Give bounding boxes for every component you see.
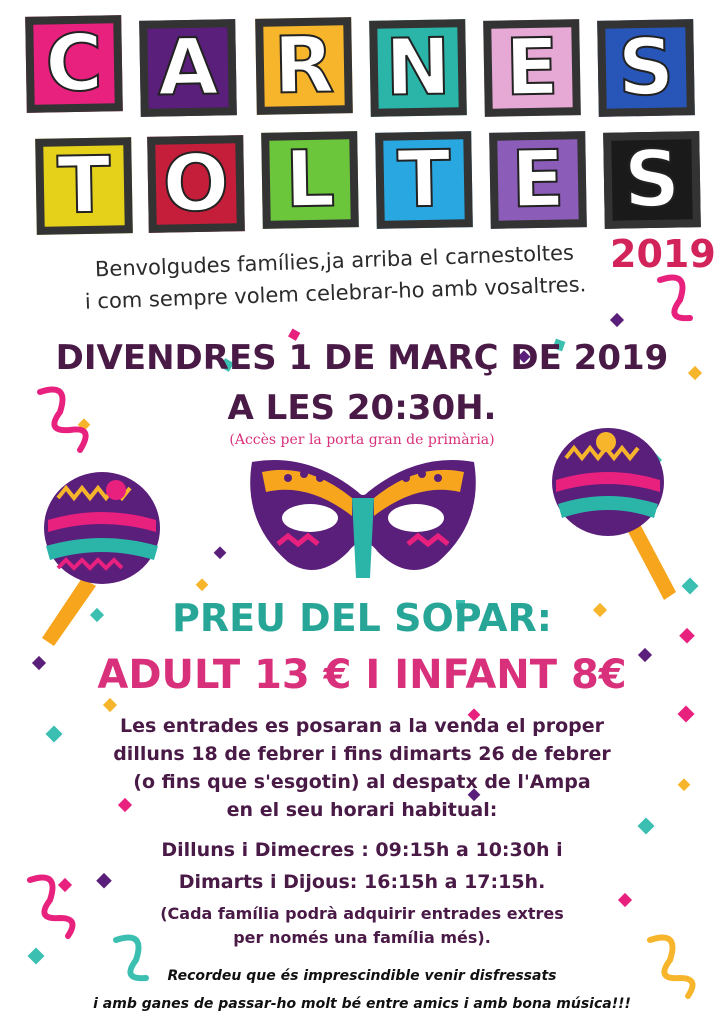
title-letter-tile: S: [603, 131, 701, 229]
title-letter-tile: E: [489, 131, 587, 229]
title-letter-tile: R: [255, 17, 353, 115]
schedule-line-1: Dilluns i Dimecres : 09:15h a 10:30h i: [161, 839, 563, 861]
tickets-line-2: dilluns 18 de febrer i fins dimarts 26 de febrer: [113, 743, 611, 765]
title-letter-tile: A: [139, 19, 237, 117]
year-label: 2019: [610, 232, 716, 276]
title-letter-tile: L: [261, 131, 359, 229]
price-heading: PREU DEL SOPAR:: [172, 596, 552, 640]
schedule-info: [0, 834, 724, 898]
title-letter-tile: S: [597, 19, 695, 117]
access-note: (Accès per la porta gran de primària): [229, 432, 495, 448]
event-date: DIVENDRES 1 DE MARÇ DE 2019: [55, 338, 669, 378]
title-letter-tile: C: [25, 15, 123, 113]
schedule-line-2: Dimarts i Dijous: 16:15h a 17:15h.: [178, 871, 546, 893]
intro-line-2: i com sempre volem celebrar-ho amb vosaltres.: [84, 272, 587, 314]
event-time: A LES 20:30H.: [227, 388, 497, 428]
carnival-mask-illustration: [248, 452, 478, 582]
price-details: ADULT 13 € I INFANT 8€: [97, 652, 627, 698]
footer-line-1: Recordeu que és imprescindible venir disfressats: [167, 968, 557, 984]
maraca-right-illustration: [546, 428, 696, 618]
title-letter-tile: T: [375, 131, 473, 229]
footer-text: [0, 962, 724, 1018]
tickets-line-1: Les entrades es posaran a la venda el proper: [119, 715, 605, 737]
footer-line-2: i amb ganes de passar-ho molt bé entre amics i amb bona música!!!: [93, 996, 631, 1012]
extra-line-1: (Cada família podrà adquirir entrades extres: [160, 904, 564, 923]
title-letter-tile: T: [35, 137, 133, 235]
intro-line-1: Benvolgudes famílies,ja arriba el carnestoltes: [94, 240, 575, 282]
tickets-info: [0, 712, 724, 824]
tickets-line-4: en el seu horari habitual:: [226, 799, 498, 821]
tickets-line-3: (o fins que s'esgotin) al despatx de l'Ampa: [133, 771, 591, 793]
extra-tickets-note: [0, 902, 724, 950]
title-letter-tile: E: [483, 19, 581, 117]
title-letter-tile: O: [147, 135, 245, 233]
title-letter-tile: N: [369, 19, 467, 117]
extra-line-2: per només una família més).: [233, 928, 491, 947]
